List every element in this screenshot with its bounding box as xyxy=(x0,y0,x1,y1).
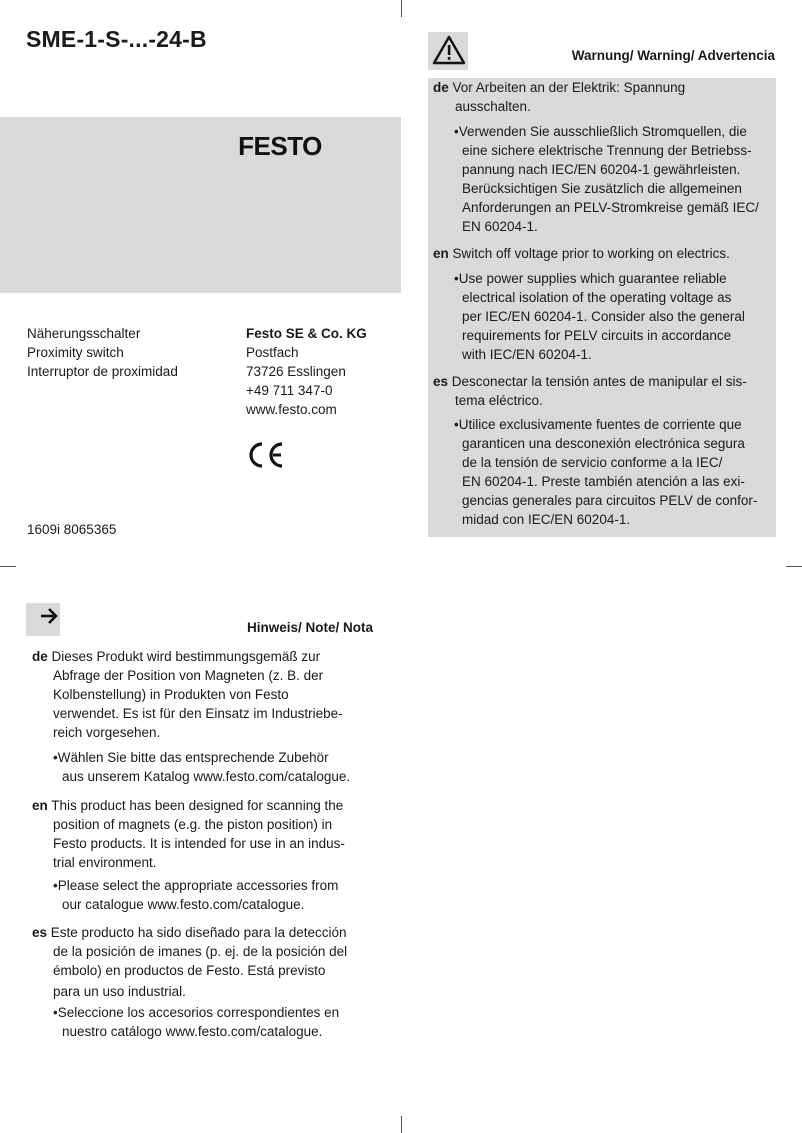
note-es-line: para un uso industrial. xyxy=(53,984,186,999)
address-line: Postfach xyxy=(246,345,299,360)
note-en-line: trial environment. xyxy=(53,855,157,870)
note-de-line: Kolbenstellung) in Produkten von Festo xyxy=(53,687,289,702)
ce-mark-icon xyxy=(246,440,286,470)
fold-mark-right xyxy=(786,566,802,567)
bullet-line: EN 60204-1. Preste también atención a las exi- xyxy=(462,474,745,489)
bullet-line: aus unserem Katalog www.festo.com/catalogue. xyxy=(62,769,351,784)
note-de-line: verwendet. Es ist für den Einsatz im Industriebe- xyxy=(53,706,343,721)
bullet-line: •Use power supplies which guarantee reliable xyxy=(454,271,727,286)
note-de-line: reich vorgesehen. xyxy=(53,725,161,740)
note-en xyxy=(32,796,345,872)
phone-number: +49 711 347-0 xyxy=(246,383,333,398)
lang-code: en xyxy=(433,246,449,261)
bullet-line: EN 60204-1. xyxy=(462,219,538,234)
note-en-bullet xyxy=(53,876,338,914)
note-es-line: Este producto ha sido diseñado para la detección xyxy=(50,925,347,940)
warning-en-line: Switch off voltage prior to working on electrics. xyxy=(452,246,730,261)
bullet-line: midad con IEC/EN 60204-1. xyxy=(462,512,631,527)
note-en-line: position of magnets (e.g. the piston position) in xyxy=(53,817,333,832)
bullet-line: •Please select the appropriate accessories from xyxy=(53,878,339,893)
company-name: Festo SE & Co. KG xyxy=(246,326,367,341)
warning-en-bullet xyxy=(454,269,745,364)
product-name-es: Interruptor de proximidad xyxy=(27,364,178,379)
note-en-line: This product has been designed for scanning the xyxy=(51,798,344,813)
note-de-line: Abfrage der Position von Magneten (z. B. der xyxy=(53,668,324,683)
festo-logo xyxy=(224,134,336,158)
bullet-line: pannung nach IEC/EN 60204-1 gewährleisten. xyxy=(462,162,741,177)
note-de-line: Dieses Produkt wird bestimmungsgemäß zur xyxy=(51,649,321,664)
fold-mark-left xyxy=(0,566,16,567)
product-name-en: Proximity switch xyxy=(27,345,124,360)
bullet-line: our catalogue www.festo.com/catalogue. xyxy=(62,897,305,912)
warning-es xyxy=(433,372,747,410)
bullet-line: •Seleccione los accesorios correspondientes en xyxy=(53,1005,340,1020)
bullet-line: •Utilice exclusivamente fuentes de corriente que xyxy=(454,417,742,432)
note-de-bullet xyxy=(53,748,350,786)
warning-heading: Warnung/ Warning/ Advertencia xyxy=(571,48,775,63)
fold-mark-bottom xyxy=(401,1116,402,1133)
document-number: 1609i 8065365 xyxy=(27,522,117,537)
warning-triangle-icon xyxy=(428,32,468,70)
address-line: 73726 Esslingen xyxy=(246,364,346,379)
warning-de-line: ausschalten. xyxy=(455,99,531,114)
lang-code: es xyxy=(32,925,48,940)
bullet-line: requirements for PELV circuits in accordance xyxy=(462,328,732,343)
product-names xyxy=(27,324,178,381)
bullet-line: •Wählen Sie bitte das entsprechende Zubehör xyxy=(53,750,329,765)
lang-code: en xyxy=(32,798,48,813)
bullet-line: •Verwenden Sie ausschließlich Stromquellen, die xyxy=(454,124,747,139)
bullet-line: electrical isolation of the operating voltage as xyxy=(462,290,732,305)
warning-es-line: tema eléctrico. xyxy=(455,393,543,408)
note-de xyxy=(32,647,343,742)
cover-band xyxy=(0,117,401,293)
manufacturer-address xyxy=(246,324,367,419)
arrow-right-icon xyxy=(26,603,60,636)
warning-icon-box xyxy=(428,32,468,70)
festo-logo-text: FESTO xyxy=(238,134,322,158)
note-icon-box xyxy=(26,603,60,636)
bullet-line: nuestro catálogo www.festo.com/catalogue. xyxy=(62,1024,323,1039)
bullet-line: eine sichere elektrische Trennung der Betriebss- xyxy=(462,143,752,158)
note-es-line: de la posición de imanes (p. ej. de la posición del xyxy=(53,944,348,959)
note-heading: Hinweis/ Note/ Nota xyxy=(246,620,373,635)
bullet-line: garanticen una desconexión electrónica segura xyxy=(462,436,745,451)
note-es-line: émbolo) en productos de Festo. Está previsto xyxy=(53,963,326,978)
warning-de-bullet xyxy=(454,122,759,236)
bullet-line: Anforderungen an PELV-Stromkreise gemäß IEC/ xyxy=(462,200,759,215)
product-name-de: Näherungsschalter xyxy=(27,326,141,341)
bullet-line: gencias generales para circuitos PELV de confor- xyxy=(462,493,758,508)
note-en-line: Festo products. It is intended for use in an indus- xyxy=(53,836,345,851)
warning-es-bullet xyxy=(454,415,757,529)
website: www.festo.com xyxy=(246,402,337,417)
bullet-line: per IEC/EN 60204-1. Consider also the general xyxy=(462,309,745,324)
note-es xyxy=(32,923,347,1001)
lang-code: es xyxy=(433,374,449,389)
product-code-title: SME-1-S-...-24-B xyxy=(26,26,207,52)
bullet-line: with IEC/EN 60204-1. xyxy=(462,347,592,362)
warning-es-line: Desconectar la tensión antes de manipular el sis- xyxy=(451,374,747,389)
lang-code: de xyxy=(32,649,48,664)
bullet-line: de la tensión de servicio conforme a la IEC/ xyxy=(462,455,723,470)
warning-en xyxy=(433,244,730,263)
bullet-line: Berücksichtigen Sie zusätzlich die allgemeinen xyxy=(462,181,742,196)
warning-de xyxy=(433,78,685,116)
note-es-bullet xyxy=(53,1003,339,1041)
fold-mark-top xyxy=(401,0,402,17)
warning-de-line: Vor Arbeiten an der Elektrik: Spannung xyxy=(452,80,686,95)
lang-code: de xyxy=(433,80,449,95)
